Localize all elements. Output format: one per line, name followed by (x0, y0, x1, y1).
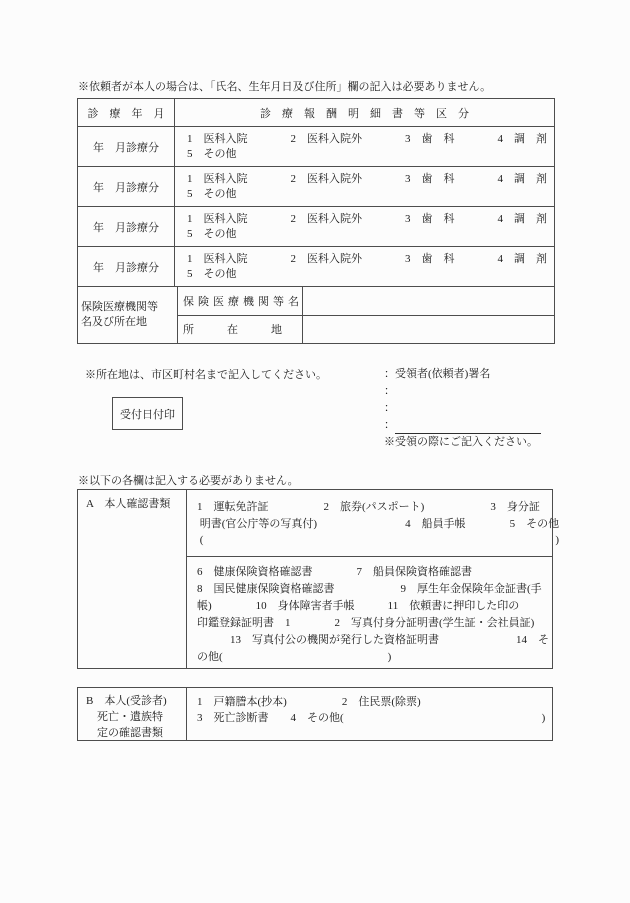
option-shika: 3 歯 科 (405, 253, 455, 265)
signature-colon-1: ： (384, 385, 395, 397)
facility-row (78, 286, 554, 343)
row-options-line1 (187, 212, 547, 227)
doc-line: 8 国民健康保険資格確認書 9 厚生年金保険年金証書(手 (197, 583, 542, 595)
section-b-label (78, 688, 187, 740)
option-ika-nyuingai: 2 医科入院外 (290, 133, 362, 145)
option-sonota: 5 その他 (187, 148, 237, 160)
option-ika-nyuingai: 2 医科入院外 (290, 253, 362, 265)
shinryo-table (77, 98, 555, 344)
note-sections: ※以下の各欄は記入する必要がありません。 (78, 475, 299, 487)
option-chozai: 4 調 剤 (497, 173, 547, 185)
facility-address-row (178, 315, 554, 344)
facility-name-row (178, 287, 554, 315)
header-shinryo-nengetsu: 診 療 年 月 (78, 99, 175, 126)
shinryo-row-1 (78, 126, 554, 166)
doc-line: の他( ) (197, 651, 392, 663)
signature-colon-2: ： (384, 402, 395, 414)
shinryo-row-3 (78, 206, 554, 246)
doc-line: 帳) 10 身体障害者手帳 11 依頼書に押印した印の (197, 600, 520, 612)
section-b-table (77, 687, 553, 741)
section-b-row (187, 688, 552, 726)
row-label: 年 月診療分 (78, 247, 175, 286)
header-meisaisho-kubun: 診 療 報 酬 明 細 書 等 区 分 (260, 107, 469, 120)
option-chozai: 4 調 剤 (497, 253, 547, 265)
option-chozai: 4 調 剤 (497, 213, 547, 225)
doc-line: 1 運転免許証 2 旅券(パスポート) 3 身分証 (197, 501, 540, 513)
facility-row-label: 保険医療機関等 名及び所在地 (78, 287, 178, 343)
option-sonota: 5 その他 (187, 268, 237, 280)
signature-block (384, 366, 541, 451)
section-a-table (77, 489, 560, 669)
option-ika-nyuin: 1 医科入院 (187, 173, 248, 185)
signature-line[interactable] (395, 420, 541, 434)
shinryo-row-4 (78, 246, 554, 286)
table-header-row (78, 99, 554, 126)
facility-name-label: 保険医療機関等名 (178, 287, 303, 315)
option-shika: 3 歯 科 (405, 133, 455, 145)
doc-line: ( ) (197, 534, 560, 546)
stamp-box (112, 397, 183, 430)
section-a-label (78, 490, 187, 668)
doc-line: 3 死亡診断書 4 その他( ) (197, 712, 546, 724)
shinryo-row-2 (78, 166, 554, 206)
option-ika-nyuin: 1 医科入院 (187, 253, 248, 265)
doc-line: 6 健康保険資格確認書 7 船員保険資格確認書 (197, 566, 472, 578)
row-options-line1 (187, 132, 547, 147)
option-shika: 3 歯 科 (405, 173, 455, 185)
option-ika-nyuin: 1 医科入院 (187, 133, 248, 145)
section-a-row1 (187, 490, 560, 556)
facility-address-field[interactable] (303, 316, 554, 344)
facility-address-label: 所 在 地 (178, 316, 303, 344)
option-ika-nyuin: 1 医科入院 (187, 213, 248, 225)
note-top: ※依頼者が本人の場合は、「氏名、生年月日及び住所」欄の記入は必要ありません。 (78, 81, 492, 93)
row-label: 年 月診療分 (78, 127, 175, 166)
doc-line: 1 戸籍謄本(抄本) 2 住民票(除票) (197, 696, 421, 708)
note-address: ※所在地は、市区町村名まで記入してください。 (85, 369, 327, 381)
row-options-line1 (187, 172, 547, 187)
section-b-title-line2: 死亡・遺族特 (86, 711, 163, 723)
section-b-id-title: B 本人(受診者) (86, 695, 167, 707)
signature-title: ：受領者(依頼者)署名 (384, 368, 491, 380)
option-sonota: 5 その他 (187, 188, 237, 200)
section-a-row2 (187, 556, 552, 668)
section-a-id-title: A 本人確認書類 (86, 498, 171, 510)
option-sonota: 5 その他 (187, 228, 237, 240)
row-label: 年 月診療分 (78, 167, 175, 206)
row-options-line1 (187, 252, 547, 267)
section-b-title-line3: 定の確認書類 (86, 727, 163, 739)
doc-line: 印鑑登録証明書 1 2 写真付身分証明書(学生証・会社員証) (197, 617, 535, 629)
option-ika-nyuingai: 2 医科入院外 (290, 173, 362, 185)
doc-line: 明書(官公庁等の写真付) 4 船員手帳 5 その他 (197, 517, 560, 530)
option-shika: 3 歯 科 (405, 213, 455, 225)
signature-colon-3: ： (384, 419, 395, 431)
option-chozai: 4 調 剤 (497, 133, 547, 145)
signature-note: ※受領の際にご記入ください。 (384, 436, 538, 448)
doc-line: 13 写真付公の機関が発行した資格証明書 14 そ (197, 634, 549, 646)
row-label: 年 月診療分 (78, 207, 175, 246)
option-ika-nyuingai: 2 医科入院外 (290, 213, 362, 225)
stamp-box-label: 受付日付印 (120, 408, 175, 421)
signature-line-row (384, 417, 541, 434)
facility-name-field[interactable] (303, 287, 554, 315)
